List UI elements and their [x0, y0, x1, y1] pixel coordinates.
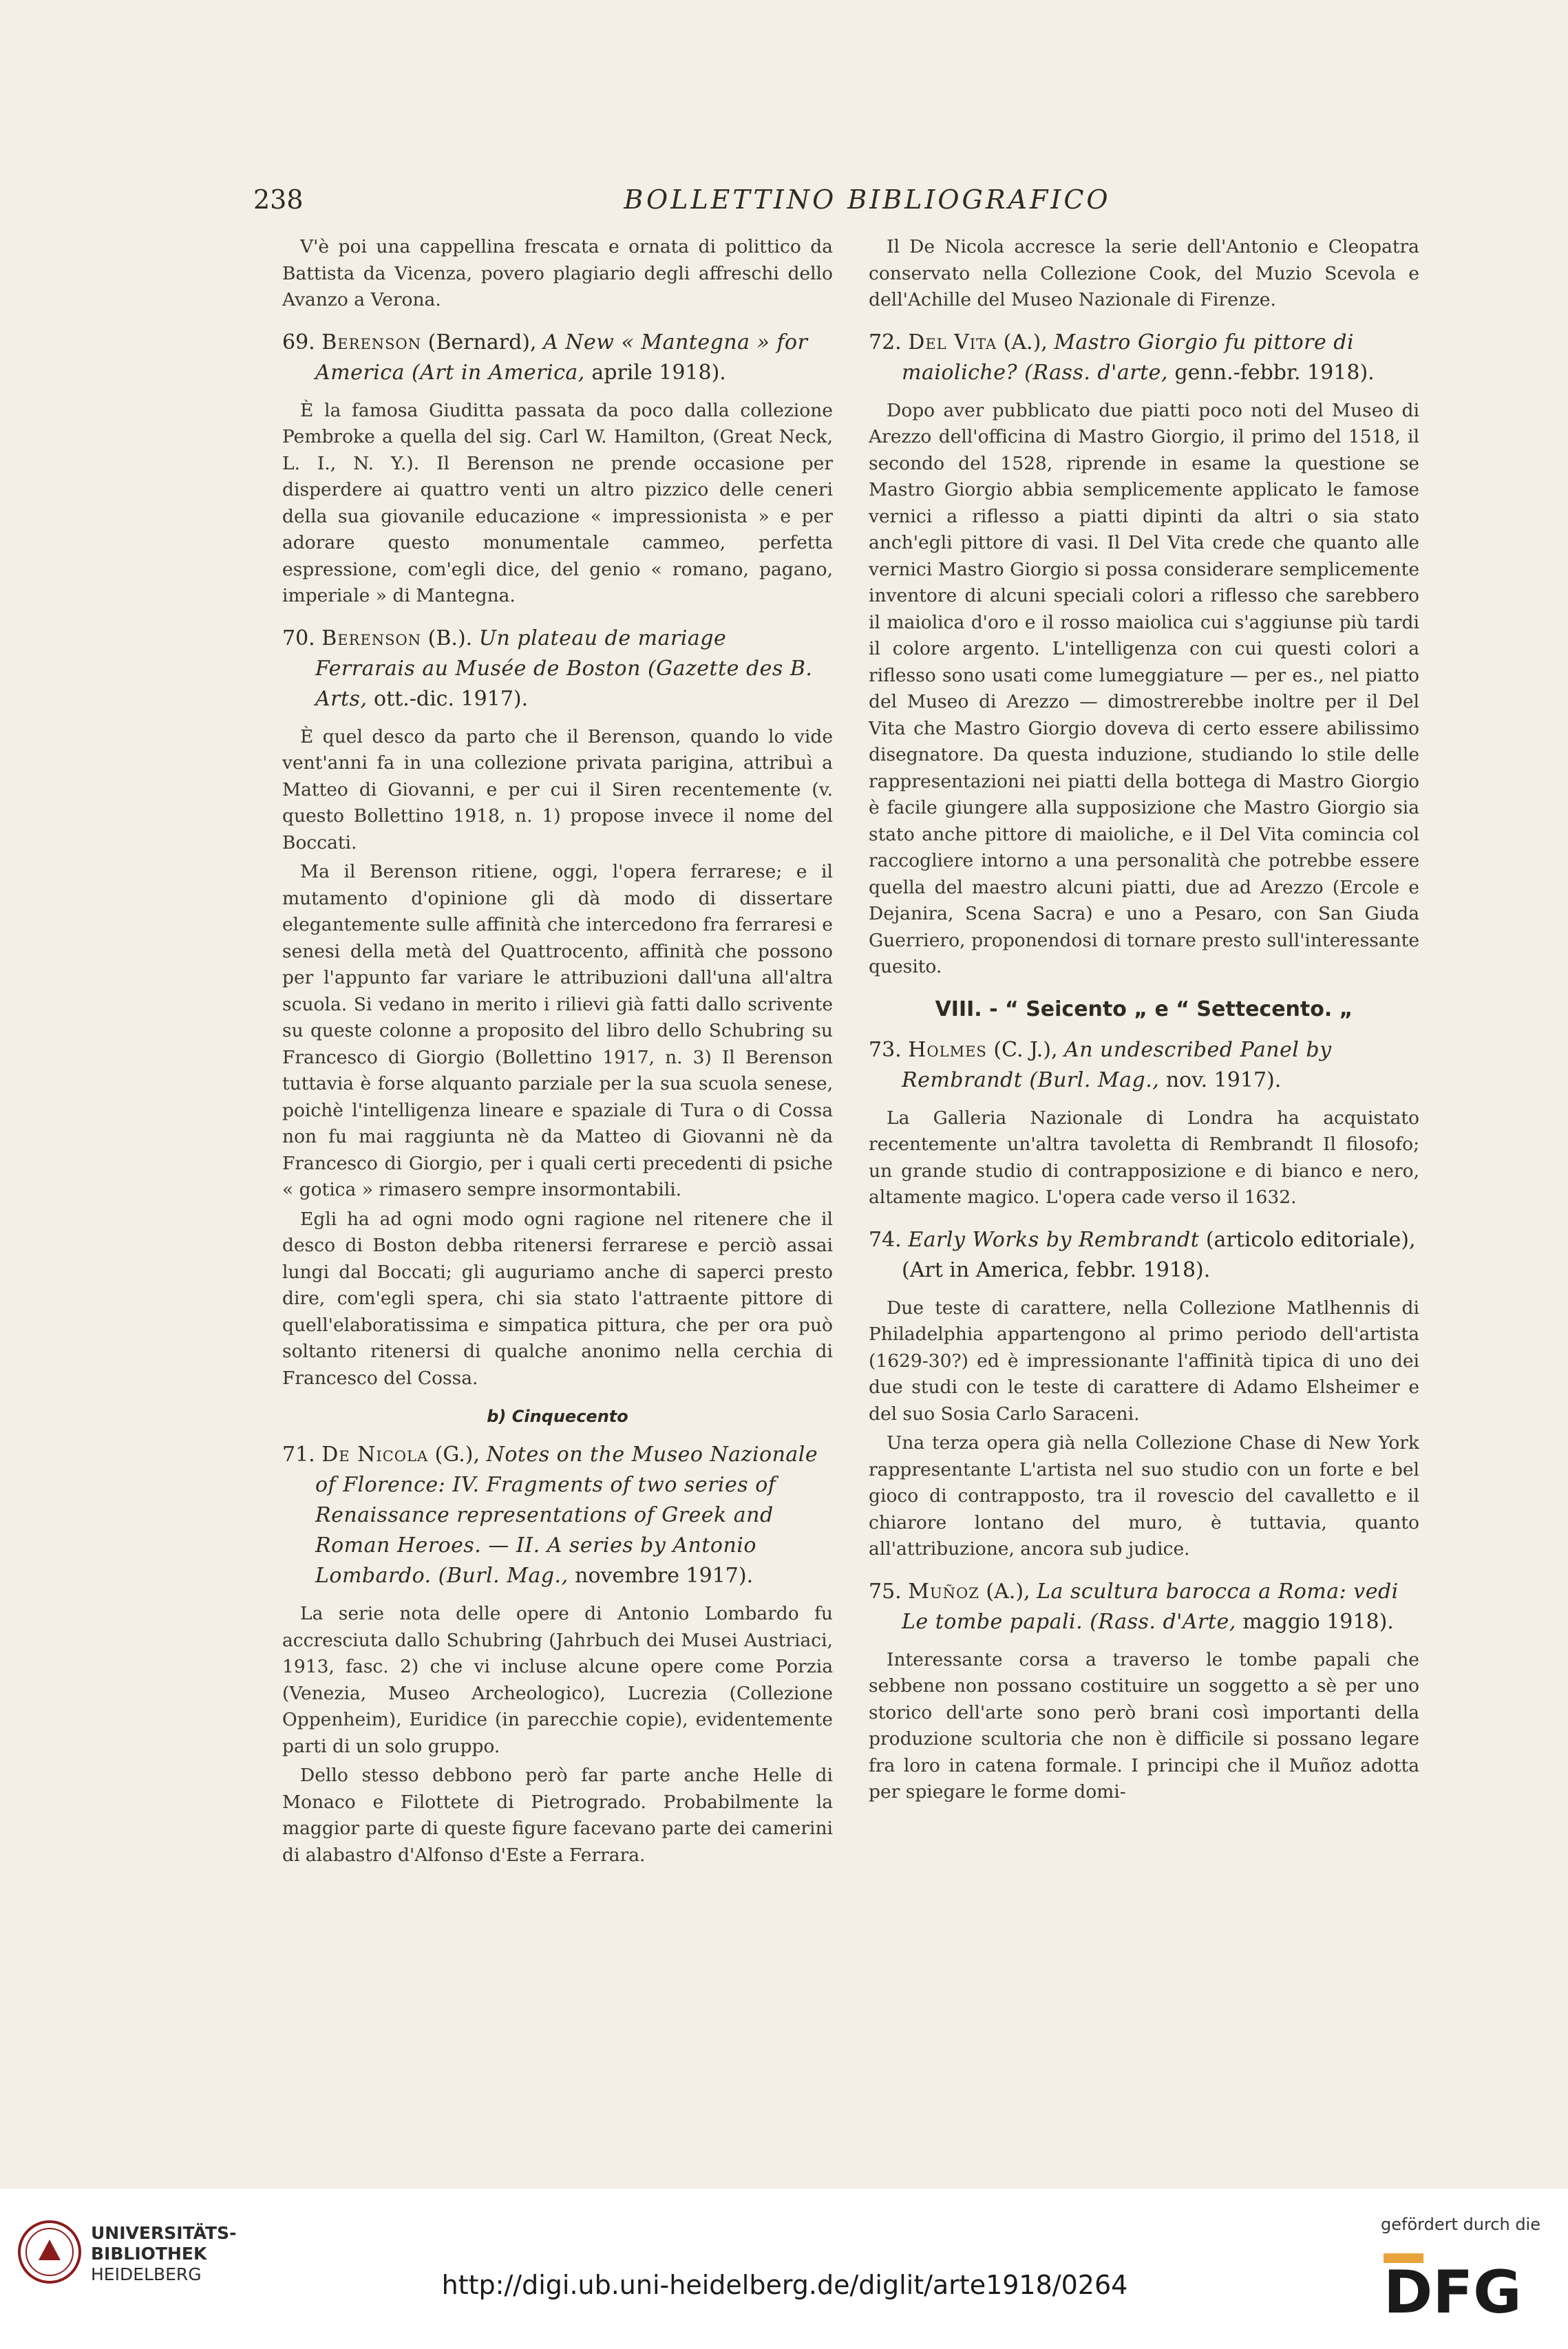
entry-73: [869, 1035, 1419, 1096]
left-column: [282, 234, 833, 1871]
entry-number: 74.: [869, 1227, 902, 1252]
entry-date: genn.-febbr. 1918).: [1167, 360, 1375, 385]
entry-date: ott.-dic. 1917).: [367, 686, 529, 711]
entry-title: Mastro Giorgio fu pittore di maioliche? (Rass. d'arte,: [902, 330, 1355, 385]
right-column: [869, 234, 1419, 1809]
entry-title: Early Works by Rembrandt: [908, 1227, 1200, 1252]
entry-title: Notes on the Museo Nazionale of Florence: IV. Fragments of two series of Renaissance representations of Greek and Roman Heroes. — II. A series by Antonio Lombardo. (Burl. Mag.,: [315, 1443, 818, 1588]
entry-title: La scultura barocca a Roma: vedi Le tombe papali. (Rass. d'Arte,: [902, 1579, 1399, 1634]
entry-74: [869, 1225, 1419, 1286]
source-url-link[interactable]: http://digi.ub.uni-heidelberg.de/diglit/arte1918/0264: [441, 2270, 1128, 2300]
paragraph: Dello stesso debbono però far parte anche Helle di Monaco e Filottete di Pietrogrado. Probabilmente la maggior parte di queste figure facevano parte dei camerini di alabastro d'Alfonso d'Este a Ferrara.: [282, 1765, 833, 1866]
paragraph: La Galleria Nazionale di Londra ha acquistato recentemente un'altra tavoletta di Rembrandt Il filosofo; un grande studio di contrapposizione e di bianco e nero, altamente magico. L'opera cade verso il 1632.: [869, 1107, 1419, 1208]
library-name-line: UNIVERSITÄTS-: [91, 2223, 237, 2243]
paragraph: Egli ha ad ogni modo ogni ragione nel ritenere che il desco di Boston debba ritenersi ferrarese e perciò assai lungi dal Boccati; gli auguriamo anche di saperci presto dire, com'egli spera, chi sia stato l'attraente pittore di quell'elaboratissima e simpatica pittura, che per ora può soltanto ritenersi di qualche anonimo nella cerchia di Francesco del Cossa.: [282, 1208, 833, 1389]
dfg-logo-icon: [1384, 2244, 1542, 2319]
entry-75: [869, 1577, 1419, 1637]
entry-date: aprile 1918).: [584, 360, 726, 385]
entry-number: 70.: [282, 626, 315, 650]
entry-author-detail: (C. J.),: [986, 1037, 1065, 1062]
paragraph: Dopo aver pubblicato due piatti poco noti del Museo di Arezzo dell'officina di Mastro Giorgio, il primo del 1518, il secondo del 1528, riprende in esame la questione se Mastro Giorgio abbia semplicemente applicato le famose vernici a riflesso a piatti dipinti da altri o sia stato anch'egli pittore di vasi. Il Del Vita crede che quanto alle vernici Mastro Giorgio si possa considerare semplicemente inventore di alcuni speciali colori a riflesso che sarebbero il maiolica d'oro e il rosso maiolica cui s'aggiunse più tardi il colore argento. L'intelligenza con cui questi colori a riflesso sono usati come lumeggiature — per es., nel piatto del Museo di Arezzo — dimostrerebbe inoltre per il Del Vita che Mastro Giorgio doveva di certo essere abilissimo disegnatore. Da questa induzione, studiando lo stile delle rappresentazioni nei piatti della bottega di Mastro Giorgio è facile giungere alla supposizione che Mastro Giorgio sia stato anche pittore di maioliche, e il Del Vita comincia col raccogliere intorno a una personalità che potrebbe essere quella del maestro alcuni piatti, due ad Arezzo (Ercole e Dejanira, Scena Sacra) e uno a Pesaro, con San Giuda Guerriero, proponendosi di tornare presto sull'interessante quesito.: [869, 399, 1419, 977]
library-name: [91, 2223, 325, 2285]
library-name-line: BIBLIOTHEK: [91, 2244, 207, 2264]
entry-date: novembre 1917).: [568, 1564, 754, 1588]
entry-author-detail: (A.),: [997, 330, 1055, 354]
entry-title: A New « Mantegna » for America (Art in America,: [315, 330, 808, 385]
entry-author: Berenson: [321, 330, 422, 354]
entry-71: [282, 1440, 833, 1591]
entry-title: An undescribed Panel by Rembrandt (Burl. Mag.,: [902, 1037, 1332, 1092]
running-head: BOLLETTINO BIBLIOGRAFICO: [624, 184, 1111, 215]
paragraph: V'è poi una cappellina frescata e ornata di polittico da Battista da Vicenza, povero plagiario degli affreschi dello Avanzo a Verona.: [282, 236, 833, 310]
entry-date: (articolo editoriale), (Art in America, febbr. 1918).: [902, 1227, 1416, 1282]
entry-number: 71.: [282, 1443, 315, 1467]
university-seal-icon: [17, 2219, 83, 2285]
entry-author: De Nicola: [321, 1443, 429, 1467]
paragraph: Interessante corsa a traverso le tombe papali che sebbene non possano costituire un soggetto a sè per uno storico dell'arte sono però brani così importanti della produzione scultoria che non è difficile si possano legare fra loro in catena formale. I principi che il Muñoz adotta per spiegare le forme domi-: [869, 1648, 1419, 1803]
library-name-line: HEIDELBERG: [91, 2264, 202, 2284]
entry-number: 69.: [282, 330, 315, 354]
paragraph: Ma il Berenson ritiene, oggi, l'opera ferrarese; e il mutamento d'opinione gli dà modo di dissertare elegantemente sulle affinità che intercedono fra ferraresi e senesi della metà del Quattrocento, affinità che possono per l'appunto far variare le attribuzioni dall'una all'altra scuola. Si vedano in merito i rilievi già fatti dallo scrivente su queste colonne a proposito del libro dello Schubring su Francesco di Giorgio (Bollettino 1917, n. 3) Il Berenson tuttavia è forse alquanto parziale per la sua scuola senese, poichè l'intelligenza lineare e spaziale di Tura o di Cossa non fu mai raggiunta nè da Matteo di Giovanni nè da Francesco di Giorgio, per i quali certi precedenti di psiche « gotica » rimasero sempre insormontabili.: [282, 861, 833, 1200]
entry-70: [282, 624, 833, 714]
dfg-logo-text: DFG: [1384, 2258, 1522, 2319]
paragraph: Una terza opera già nella Collezione Chase di New York rappresentante L'artista nel suo studio con un forte e bel gioco di contrapposto, tra il rovescio del cavalletto e il chiarore lontano del muro, è tuttavia, quanto all'attribuzione, ancora sub judice.: [869, 1432, 1419, 1560]
page-number: 238: [253, 184, 304, 215]
entry-author-detail: (A.),: [979, 1579, 1037, 1604]
subsection-heading: b) Cinquecento: [487, 1407, 628, 1426]
footer-bar: [0, 2189, 1568, 2349]
entry-author-detail: (B.).: [421, 626, 479, 650]
entry-author-detail: (Bernard),: [421, 330, 544, 354]
entry-number: 72.: [869, 330, 902, 354]
entry-number: 75.: [869, 1579, 902, 1604]
entry-72: [869, 328, 1419, 388]
entry-author-detail: (G.),: [428, 1443, 487, 1467]
entry-title: Un plateau de mariage Ferrarais au Musée de Boston (Gazette des B. Arts,: [315, 626, 813, 711]
paragraph: La serie nota delle opere di Antonio Lombardo fu accresciuta dallo Schubring (Jahrbuch dei Musei Austriaci, 1913, fasc. 2) che vi incluse alcune opere come Porzia (Venezia, Museo Archeologico), Lucrezia (Collezione Oppenheim), Euridice (in parecchie copie), evidentemente parti di un solo gruppo.: [282, 1603, 833, 1757]
funding-label: gefördert durch die: [1381, 2215, 1540, 2234]
paragraph: È quel desco da parto che il Berenson, quando lo vide vent'anni fa in una collezione privata parigina, attribuì a Matteo di Giovanni, e per cui il Siren recentemente (v. questo Bollettino 1918, n. 1) propose invece il nome del Boccati.: [282, 725, 833, 853]
paragraph: Due teste di carattere, nella Collezione Matlhennis di Philadelphia appartengono al primo periodo dell'artista (1629-30?) ed è impressionante l'affinità tipica di uno dei due studi con le teste di carattere di Adamo Elsheimer e del suo Sosia Carlo Saraceni.: [869, 1297, 1419, 1425]
section-heading: VIII. - “ Seicento „ e “ Settecento. „: [935, 997, 1353, 1021]
entry-author: Holmes: [908, 1037, 987, 1062]
entry-date: nov. 1917).: [1159, 1067, 1282, 1092]
paragraph: Il De Nicola accresce la serie dell'Antonio e Cleopatra conservato nella Collezione Cook, del Muzio Scevola e dell'Achille del Museo Nazionale di Firenze.: [869, 236, 1419, 310]
entry-author: Del Vita: [908, 330, 997, 354]
entry-number: 73.: [869, 1037, 902, 1062]
entry-author: Berenson: [321, 626, 422, 650]
entry-author: Muñoz: [908, 1579, 979, 1604]
paragraph: È la famosa Giuditta passata da poco dalla collezione Pembroke a quella del sig. Carl W. Hamilton, (Great Neck, L. I., N. Y.). Il Berenson ne prende occasione per disperdere ai quattro venti un altro pizzico delle ceneri della sua giovanile educazione « impressionista » e per adorare questo monumentale cammeo, perfetta espressione, com'egli dice, del genio « romano, pagano, imperiale » di Mantegna.: [282, 399, 833, 606]
entry-date: maggio 1918).: [1236, 1609, 1394, 1634]
entry-69: [282, 328, 833, 388]
